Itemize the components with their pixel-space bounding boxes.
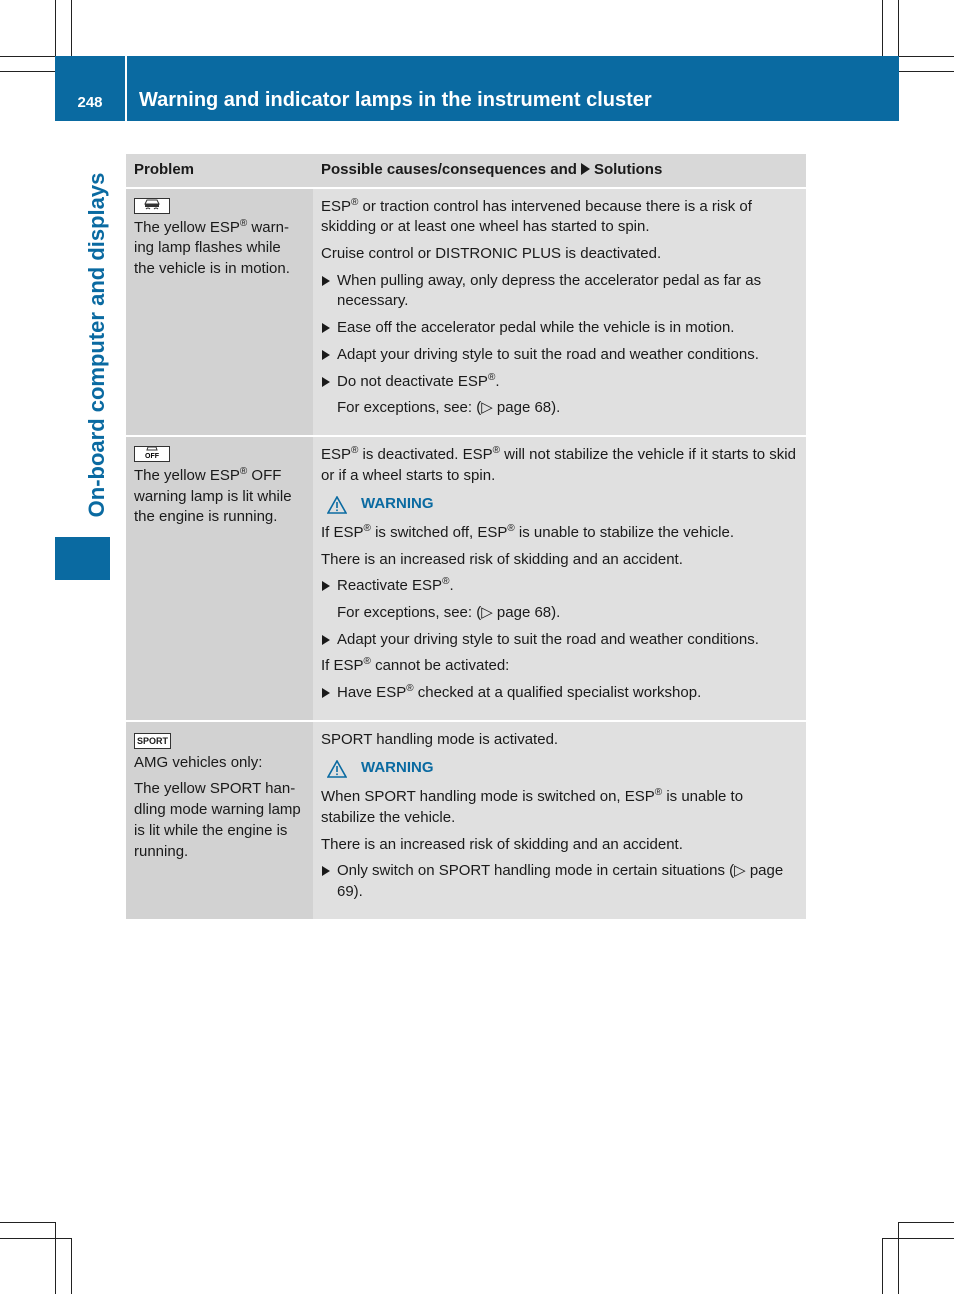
step-bullet-icon xyxy=(322,377,330,387)
header-divider xyxy=(125,56,127,121)
warning-heading xyxy=(327,758,798,779)
problem-text: The yellow ESP® OFF warning lamp is lit while the engine is running. xyxy=(134,465,292,526)
esp-off-icon-label: OFF xyxy=(145,452,159,459)
step-bullet-icon xyxy=(322,350,330,360)
arrow-right-icon xyxy=(581,163,590,175)
cause-text: ESP® is deactivated. ESP® will not stabilize the vehicle if it starts to skid or if a wheel starts to spin. xyxy=(321,444,796,484)
step-text: Do not deactivate ESP®. xyxy=(337,371,500,390)
crop-mark xyxy=(882,1238,883,1294)
sport-mode-icon: SPORT xyxy=(134,733,171,749)
table-row xyxy=(126,721,806,920)
problem-cell xyxy=(126,721,313,920)
warning-lamps-table xyxy=(126,154,806,921)
step-bullet-icon xyxy=(322,323,330,333)
column-header-causes: Possible causes/consequences and xyxy=(321,161,577,178)
crop-mark xyxy=(898,1222,954,1223)
crop-mark xyxy=(71,1238,72,1294)
problem-text: AMG vehicles only: xyxy=(134,753,263,771)
page-title: Warning and indicator lamps in the instrument cluster xyxy=(139,89,652,111)
solution-step xyxy=(321,318,798,339)
warning-text: When SPORT handling mode is switched on, ESP® is unable to stabilize the vehicle. xyxy=(321,787,744,826)
step-bullet-icon xyxy=(322,276,330,286)
problem-cell xyxy=(126,188,313,436)
solution-cell xyxy=(313,721,806,920)
crop-mark xyxy=(899,56,954,57)
table-row xyxy=(126,188,806,436)
step-bullet-icon xyxy=(322,866,330,876)
step-text: Only switch on SPORT handling mode in certain situations (▷ page 69). xyxy=(337,862,784,900)
crop-mark xyxy=(882,0,883,56)
cause-text: SPORT handling mode is activated. xyxy=(321,730,559,748)
table-row xyxy=(126,436,806,721)
solution-step xyxy=(321,861,798,902)
warning-label: WARNING xyxy=(361,495,434,513)
warning-triangle-icon xyxy=(327,760,347,778)
problem-text: The yellow SPORT han-dling mode warning lamp is lit while the engine is running. xyxy=(134,780,301,860)
esp-off-icon xyxy=(134,446,170,462)
crop-mark xyxy=(0,1238,71,1239)
step-bullet-icon xyxy=(322,635,330,645)
solution-step xyxy=(321,372,798,393)
warning-heading xyxy=(327,494,798,515)
warning-text: There is an increased risk of skidding and an accident. xyxy=(321,835,683,853)
step-text: Adapt your driving style to suit the road and weather conditions. xyxy=(337,630,759,648)
cause-text: ESP® or traction control has intervened because there is a risk of skidding or at least one wheel has started to spin. xyxy=(321,196,752,236)
solution-step xyxy=(321,345,798,366)
crop-mark xyxy=(0,1222,55,1223)
step-bullet-icon xyxy=(322,581,330,591)
crop-mark xyxy=(882,1238,954,1239)
condition-text: If ESP® cannot be activated: xyxy=(321,656,510,675)
crop-mark xyxy=(55,1222,56,1294)
step-bullet-icon xyxy=(322,688,330,698)
crop-mark xyxy=(898,0,899,56)
problem-text: The yellow ESP® warn-ing lamp flashes while the vehicle is in motion. xyxy=(134,217,290,278)
section-label: On-board computer and displays xyxy=(84,172,109,518)
page-header xyxy=(55,56,899,121)
solution-step xyxy=(321,630,798,651)
page-reference[interactable]: For exceptions, see: (▷ page 68). xyxy=(337,604,561,621)
page-number: 248 xyxy=(77,94,103,111)
page-reference[interactable]: For exceptions, see: (▷ page 68). xyxy=(337,399,561,417)
column-header-problem: Problem xyxy=(126,154,313,188)
step-text: Ease off the accelerator pedal while the vehicle is in motion. xyxy=(337,319,735,337)
warning-label: WARNING xyxy=(361,759,434,777)
crop-mark xyxy=(71,0,72,56)
step-text: Adapt your driving style to suit the road and weather conditions. xyxy=(337,345,759,363)
esp-car-skid-icon xyxy=(134,198,170,214)
solution-step xyxy=(321,271,798,312)
problem-cell xyxy=(126,436,313,721)
step-text: When pulling away, only depress the accelerator pedal as far as necessary. xyxy=(337,271,762,310)
solution-cell xyxy=(313,436,806,721)
solution-cell xyxy=(313,188,806,436)
warning-triangle-icon xyxy=(327,496,347,514)
crop-mark xyxy=(899,71,954,72)
crop-mark xyxy=(0,71,55,72)
crop-mark xyxy=(0,56,55,57)
solution-step xyxy=(321,576,798,597)
consequence-text: Cruise control or DISTRONIC PLUS is deactivated. xyxy=(321,245,662,263)
solution-step xyxy=(321,683,798,704)
step-text: Reactivate ESP®. xyxy=(337,576,454,595)
warning-text: There is an increased risk of skidding and an accident. xyxy=(321,550,683,568)
column-header-solutions-label: Solutions xyxy=(593,161,663,178)
crop-mark xyxy=(55,0,56,56)
warning-text: If ESP® is switched off, ESP® is unable to stabilize the vehicle. xyxy=(321,522,735,541)
column-header-solutions xyxy=(313,154,806,188)
table-header-row xyxy=(126,154,806,188)
crop-mark xyxy=(898,1222,899,1294)
step-text: Have ESP® checked at a qualified specialist workshop. xyxy=(337,683,702,702)
